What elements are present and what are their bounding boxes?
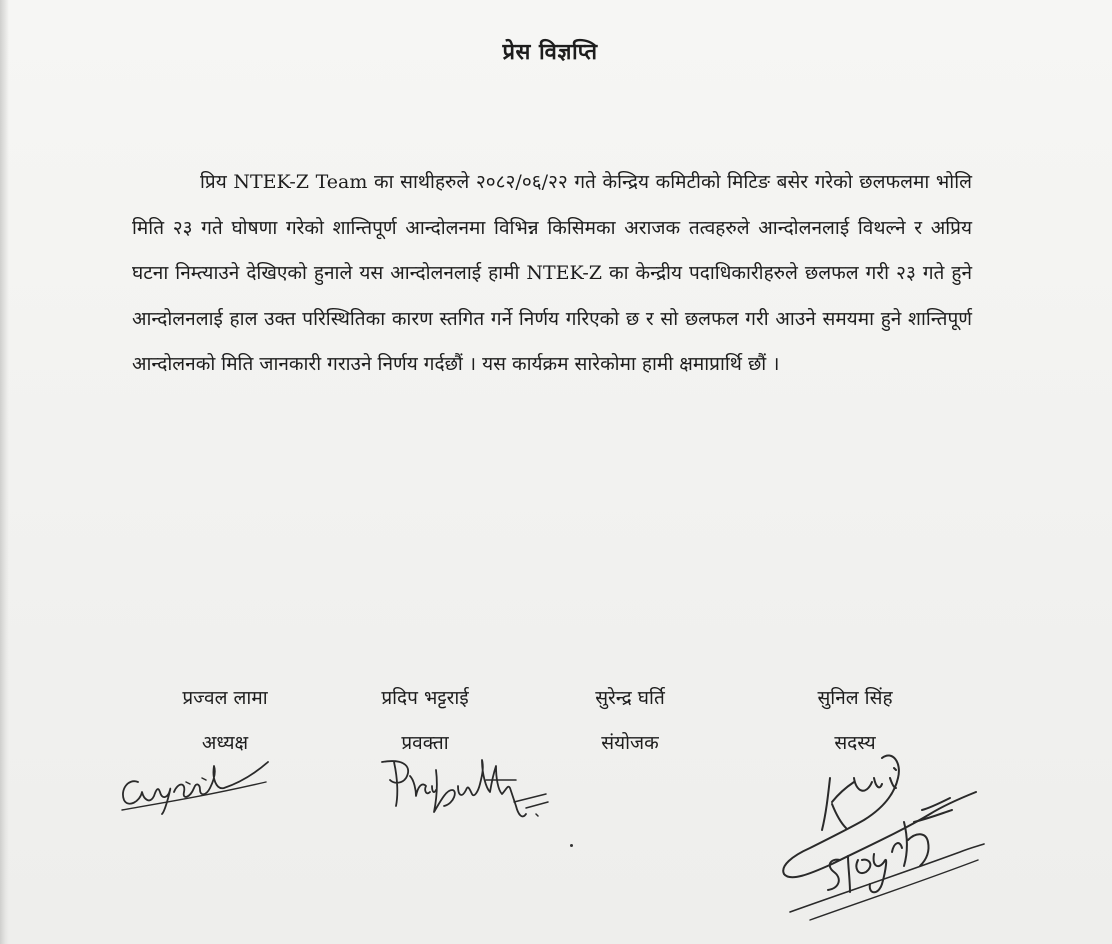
signatory-name: प्रदिप भट्टराई	[381, 687, 469, 709]
signatory-2	[355, 684, 495, 757]
page-edge-shadow	[0, 0, 9, 944]
signature-2	[376, 750, 556, 830]
document-title: प्रेस विज्ञप्ति	[502, 39, 598, 65]
signature-4	[770, 748, 990, 924]
signatory-3	[565, 684, 695, 757]
signatory-4	[790, 684, 920, 757]
signatory-1	[160, 684, 290, 757]
ink-speck	[570, 844, 573, 847]
signature-1	[116, 752, 276, 822]
signatory-role: सदस्य	[834, 732, 876, 754]
signatory-name: सुरेन्द्र घर्ति	[595, 687, 665, 709]
signatory-role: अध्यक्ष	[201, 732, 249, 754]
document-body: प्रिय NTEK-Z Team का साथीहरुले २०८२/०६/२२ गते केन्द्रिय कमिटीको मिटिङ बसेर गरेको छलफलमा भोलि मिति २३ गते घोषणा गरेको शान्तिपूर्ण आन्दोलनमा विभिन्न किसिमका अराजक तत्वहरुले आन्दोलनलाई विथल्ने र अप्रिय घटना निम्त्याउने देखिएको हुनाले यस आन्दोलनलाई हामी NTEK-Z का केन्द्रीय पदाधिकारीहरुले छलफल गरी २३ गते हुने आन्दोलनलाई हाल उक्त परिस्थितिका कारण स्तगित गर्ने निर्णय गरिएको छ र सो छलफल गरी आउने समयमा हुने शान्तिपूर्ण आन्दोलनको मिति जानकारी गराउने निर्णय गर्दछौं । यस कार्यक्रम सारेकोमा हामी क्षमाप्रार्थि छौं ।	[132, 171, 972, 375]
signatory-role: प्रवक्ता	[401, 732, 449, 754]
signatory-name: प्रज्वल लामा	[182, 687, 268, 709]
signatory-name: सुनिल सिंह	[817, 687, 893, 709]
signatory-role: संयोजक	[601, 732, 659, 754]
